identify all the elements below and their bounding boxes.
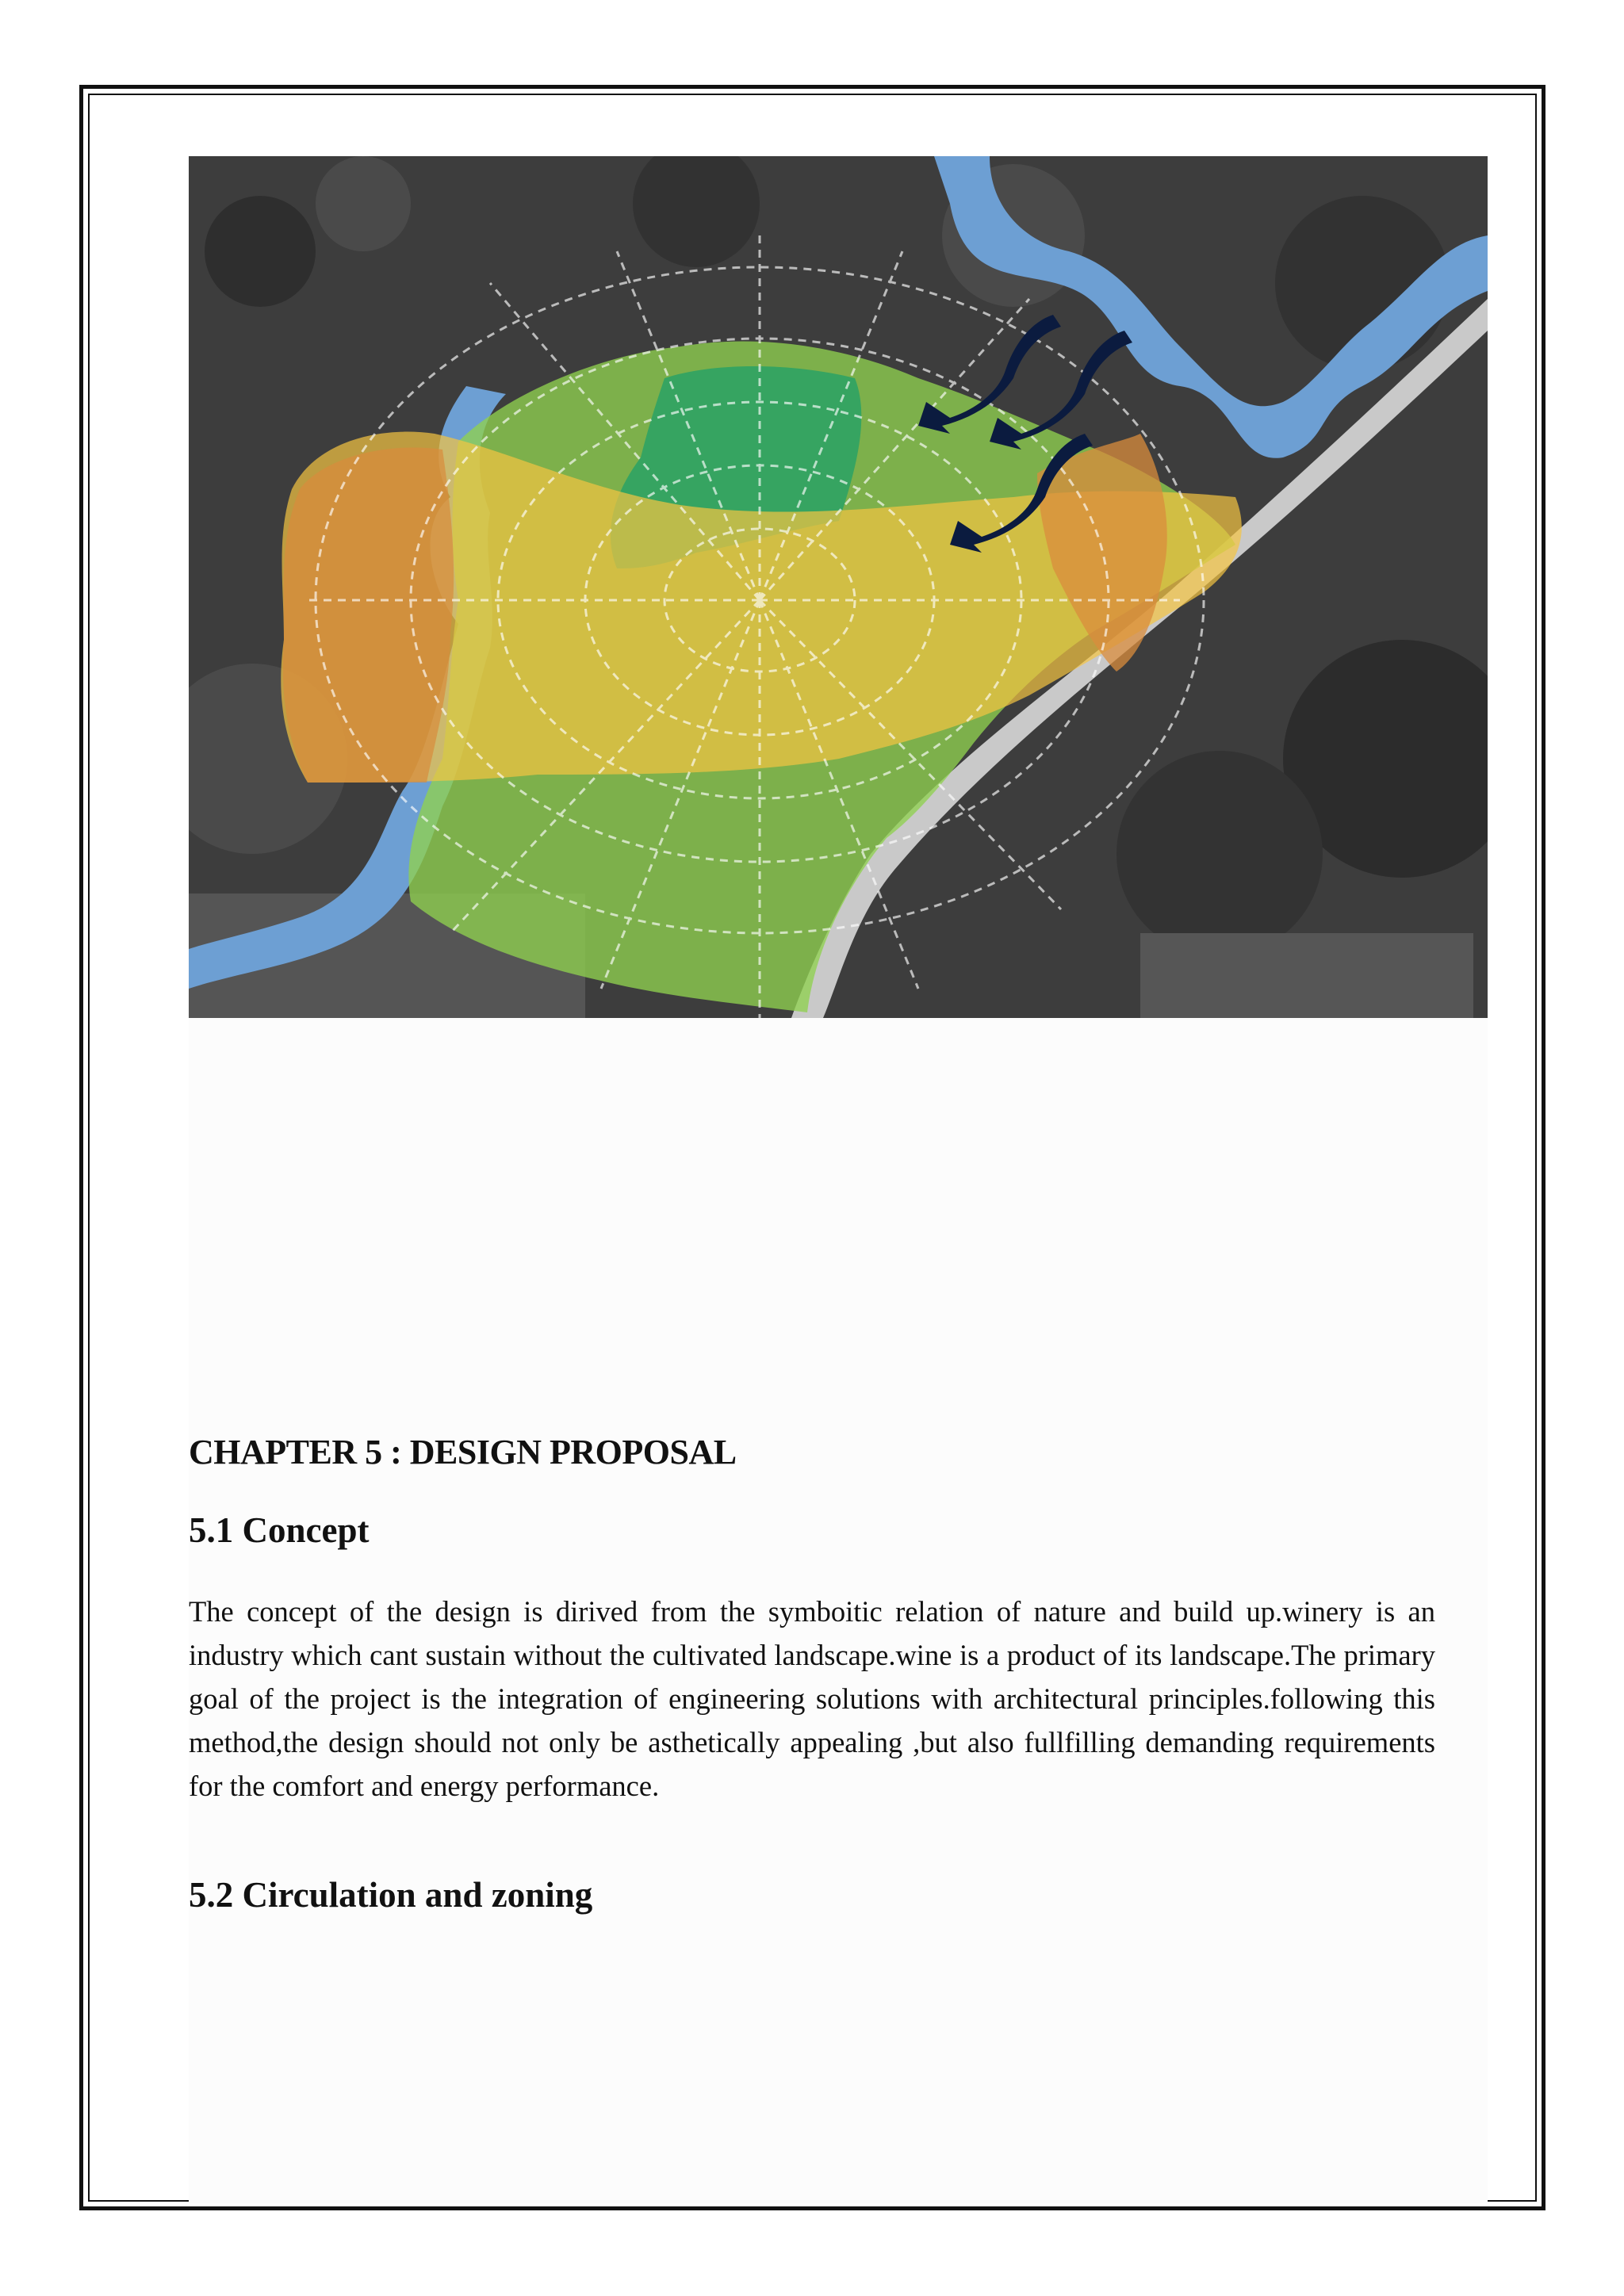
- section-heading-concept: 5.1 Concept: [189, 1510, 370, 1550]
- site-map-svg: [189, 156, 1488, 1018]
- concept-paragraph: The concept of the design is dirived from the symboitic relation of nature and build up.winery is an industry which cant sustain without the cultivated landscape.wine is a product of its landscape.The primary goal of the project is the integration of engineering solutions with architectural principles.following this method,the design should not only be asthetically appealing ,but also fullfilling demanding requirements for the comfort and energy performance.: [189, 1595, 1435, 1802]
- site-concept-map-figure: [189, 156, 1488, 1018]
- orange-zone-west: [283, 447, 454, 783]
- chapter-title: CHAPTER 5 : DESIGN PROPOSAL: [189, 1433, 737, 1471]
- section-heading-circulation: 5.2 Circulation and zoning: [189, 1875, 593, 1915]
